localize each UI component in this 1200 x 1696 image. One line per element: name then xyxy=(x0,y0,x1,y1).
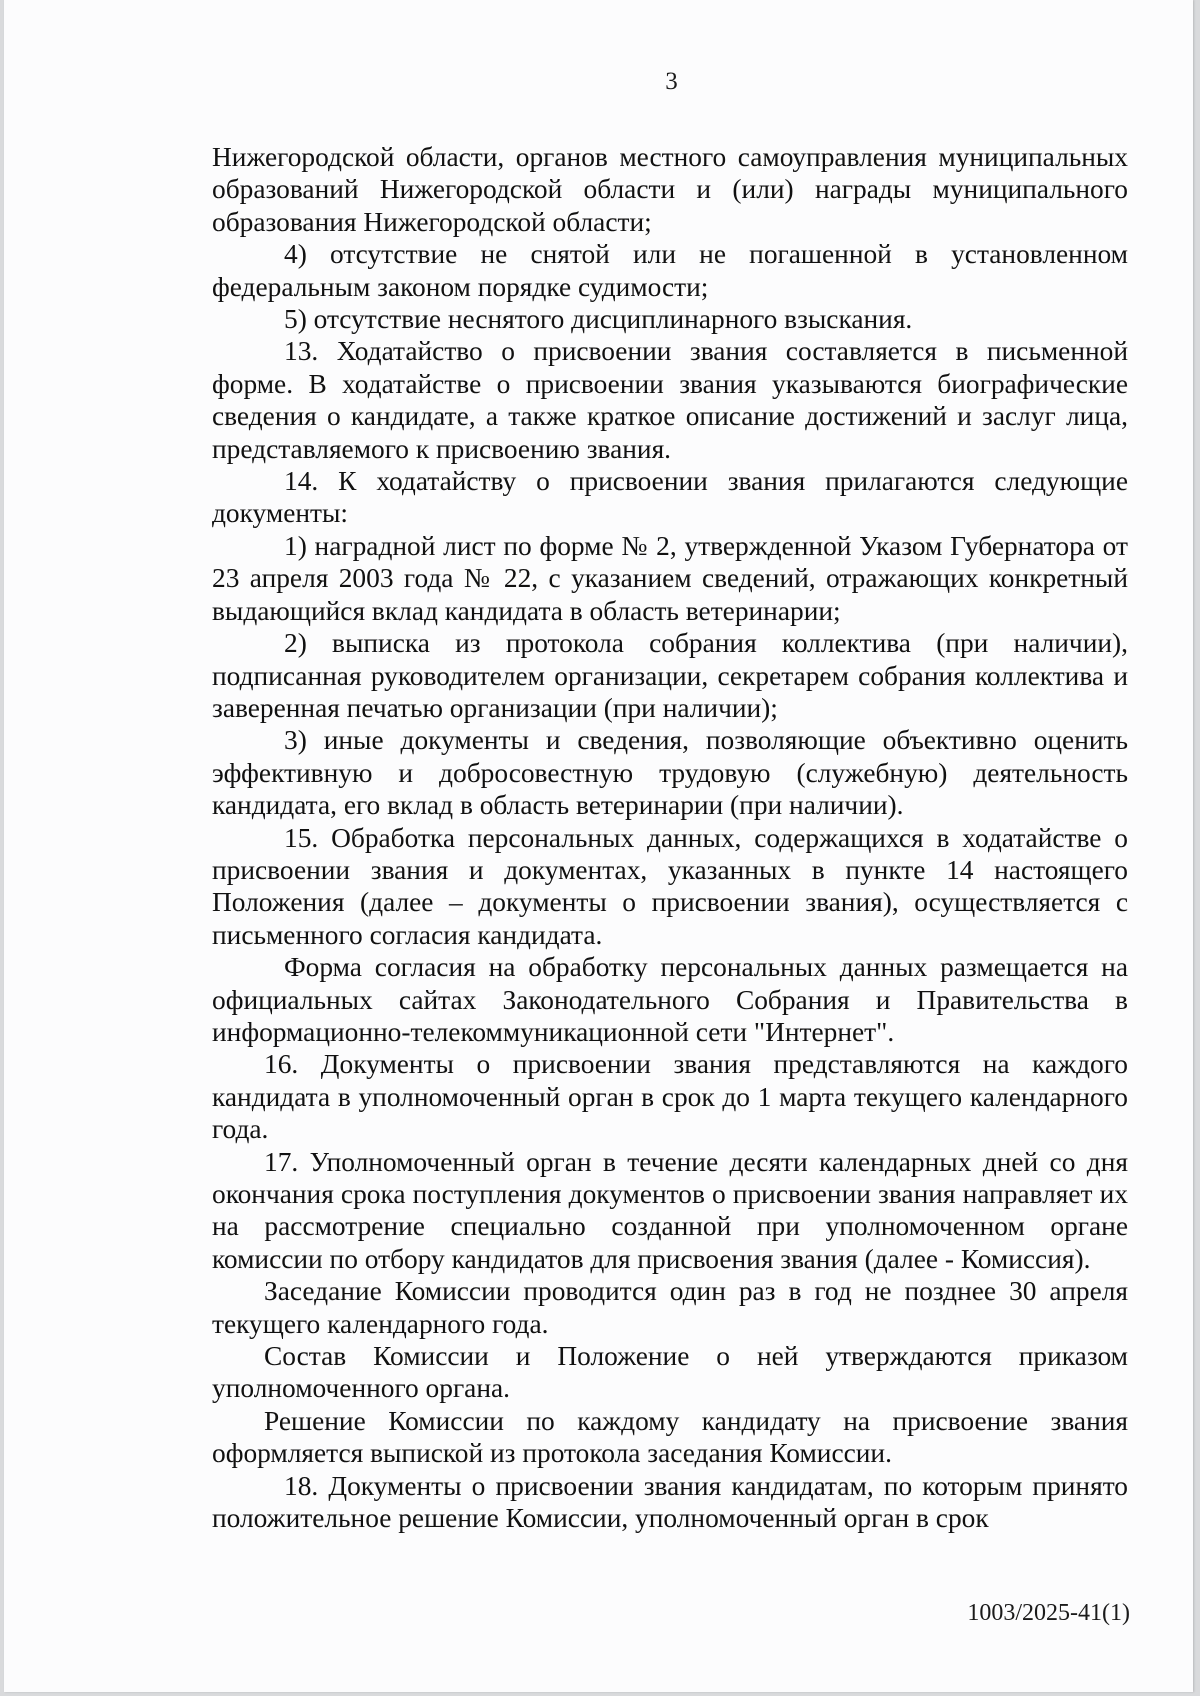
paragraph-clause-16: 16. Документы о присвоении звания представляются на каждого кандидата в уполномоченный орган в срок до 1 марта текущего календарного года. xyxy=(212,1049,1128,1145)
paragraph-commission-composition: Состав Комиссии и Положение о ней утверждаются приказом уполномоченного органа. xyxy=(212,1341,1128,1404)
paragraph-clause-13: 13. Ходатайство о присвоении звания составляется в письменной форме. В ходатайстве о присвоении звания указываются биографические сведения о кандидате, а также краткое описание достижений и заслуг лица, представляемого к присвоению звания. xyxy=(212,336,1128,464)
paragraph-clause-14-item-3: 3) иные документы и сведения, позволяющие объективно оценить эффективную и добросовестную трудовую (служебную) деятельность кандидата, его вклад в область ветеринарии (при наличии). xyxy=(212,725,1128,821)
paragraph-continuation: Нижегородской области, органов местного самоуправления муниципальных образований Нижегородской области и (или) награды муниципального образования Нижегородской области; xyxy=(212,142,1128,237)
paragraph-clause-14-item-1: 1) наградной лист по форме № 2, утвержденной Указом Губернатора от 23 апреля 2003 года № 22, с указанием сведений, отражающих конкретный выдающийся вклад кандидата в область ветеринарии; xyxy=(212,530,1128,626)
paragraph-item-5: 5) отсутствие неснятого дисциплинарного взыскания. xyxy=(284,304,913,335)
paragraph-clause-18: 18. Документы о присвоении звания кандидатам, по которым принято положительное решение Комиссии, уполномоченный орган в срок xyxy=(212,1470,1128,1534)
document-page xyxy=(4,0,1193,1692)
paragraph-clause-14: 14. К ходатайству о присвоении звания прилагаются следующие документы: xyxy=(212,466,1128,529)
paragraph-clause-14-item-2: 2) выписка из протокола собрания коллектива (при наличии), подписанная руководителем организации, секретарем собрания коллектива и заверенная печатью организации (при наличии); xyxy=(212,628,1128,723)
paragraph-item-4: 4) отсутствие не снятой или не погашенной в установленном федеральным законом порядке судимости; xyxy=(212,239,1128,302)
paragraph-commission-meeting: Заседание Комиссии проводится один раз в год не позднее 30 апреля текущего календарного года. xyxy=(212,1276,1128,1339)
paragraph-commission-decision: Решение Комиссии по каждому кандидату на присвоение звания оформляется выпиской из протокола заседания Комиссии. xyxy=(212,1405,1128,1469)
document-body xyxy=(212,141,1128,1534)
document-code: 1003/2025-41(1) xyxy=(967,1600,1130,1626)
paragraph-consent-form: Форма согласия на обработку персональных данных размещается на официальных сайтах Законодательного Собрания и Правительства в информационно-телекоммуникационной сети "Интернет". xyxy=(212,952,1128,1047)
paragraph-clause-17: 17. Уполномоченный орган в течение десяти календарных дней со дня окончания срока поступления документов о присвоении звания направляет их на рассмотрение специально созданной при уполномоченном органе комиссии по отбору кандидатов для присвоения звания (далее - Комиссия). xyxy=(212,1146,1128,1274)
page-number: 3 xyxy=(665,68,678,95)
paragraph-clause-15: 15. Обработка персональных данных, содержащихся в ходатайстве о присвоении звания и документах, указанных в пункте 14 настоящего Положения (далее – документы о присвоении звания), осуществляется с письменного согласия кандидата. xyxy=(212,822,1128,950)
